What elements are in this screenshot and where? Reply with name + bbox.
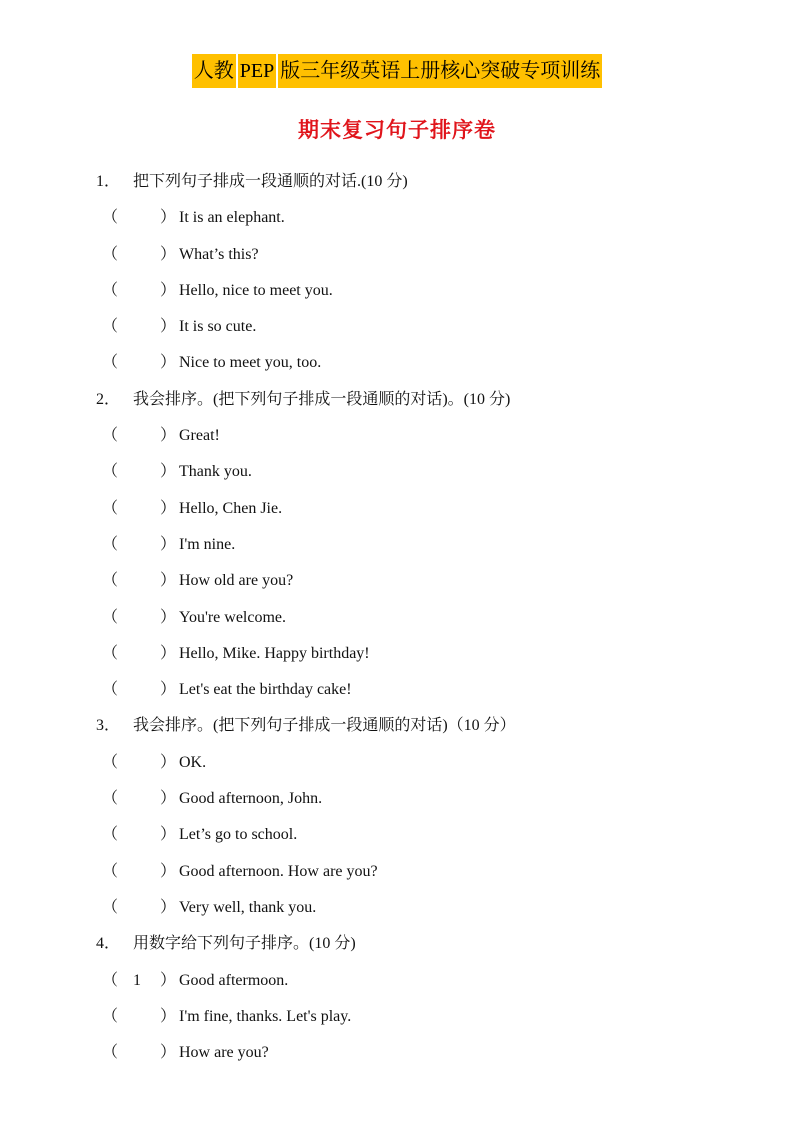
sentence-text: Great! (179, 427, 220, 445)
title-part: 版三年级英语上册核心突破专项训练 (278, 54, 602, 88)
close-bracket: ） (160, 245, 177, 263)
close-bracket: ） (160, 790, 177, 808)
open-bracket: （ (102, 427, 119, 445)
sentence-text: Hello, nice to meet you. (179, 281, 333, 299)
open-bracket: （ (102, 753, 119, 771)
close-bracket: ） (160, 535, 177, 553)
close-bracket: ） (160, 971, 177, 989)
open-bracket: （ (102, 971, 119, 989)
open-bracket: （ (102, 862, 119, 880)
sentence-text: Hello, Chen Jie. (179, 499, 283, 517)
close-bracket: ） (160, 354, 177, 372)
open-bracket: （ (102, 681, 119, 699)
sentence-item (0, 309, 794, 345)
open-bracket: （ (102, 826, 119, 844)
question-number: 2． (96, 390, 121, 408)
sentence-text: How are you? (179, 1044, 269, 1062)
open-bracket: （ (102, 790, 119, 808)
document-title (192, 54, 602, 88)
open-bracket: （ (102, 354, 119, 372)
close-bracket: ） (160, 753, 177, 771)
title-part: PEP (238, 54, 276, 88)
open-bracket: （ (102, 644, 119, 662)
open-bracket: （ (102, 463, 119, 481)
open-bracket: （ (102, 608, 119, 626)
sentence-item (0, 418, 794, 454)
open-bracket: （ (102, 245, 119, 263)
sentence-item (0, 890, 794, 926)
close-bracket: ） (160, 427, 177, 445)
sentence-text: You're welcome. (179, 608, 287, 626)
open-bracket: （ (102, 209, 119, 227)
question-heading (0, 164, 794, 200)
sentence-item (0, 237, 794, 273)
close-bracket: ） (160, 463, 177, 481)
question-number: 4． (96, 935, 121, 953)
sentence-text: I'm fine, thanks. Let's play. (179, 1007, 352, 1025)
sentence-item (0, 563, 794, 599)
sentence-text: Thank you. (179, 463, 252, 481)
sentence-text: Nice to meet you, too. (179, 354, 322, 372)
open-bracket: （ (102, 1044, 119, 1062)
close-bracket: ） (160, 898, 177, 916)
open-bracket: （ (102, 499, 119, 517)
question-heading (0, 382, 794, 418)
sentence-item (0, 454, 794, 490)
sentence-text: It is an elephant. (179, 209, 285, 227)
sentence-item (0, 817, 794, 853)
open-bracket: （ (102, 281, 119, 299)
question-number: 1． (96, 173, 121, 190)
close-bracket: ） (160, 644, 177, 662)
close-bracket: ） (160, 572, 177, 590)
sentence-item (0, 672, 794, 708)
sentence-text: Very well, thank you. (179, 898, 317, 916)
sentence-text: How old are you? (179, 572, 294, 590)
answer-blank[interactable]: 1 (133, 971, 141, 989)
question-heading (0, 708, 794, 744)
question-number: 3． (96, 717, 121, 735)
sentence-text: I'm nine. (179, 535, 236, 553)
question-prompt: 把下列句子排成一段通顺的对话.(10 分) (133, 173, 408, 190)
open-bracket: （ (102, 318, 119, 336)
sentence-text: Let's eat the birthday cake! (179, 681, 352, 699)
question-heading (0, 926, 794, 962)
open-bracket: （ (102, 1007, 119, 1025)
close-bracket: ） (160, 862, 177, 880)
question-prompt: 用数字给下列句子排序。(10 分) (133, 935, 356, 953)
close-bracket: ） (160, 209, 177, 227)
sentence-item (0, 491, 794, 527)
sentence-item (0, 781, 794, 817)
close-bracket: ） (160, 608, 177, 626)
sentence-text: OK. (179, 753, 207, 771)
close-bracket: ） (160, 1007, 177, 1025)
sentence-item (0, 745, 794, 781)
sentence-item (0, 1035, 794, 1071)
open-bracket: （ (102, 535, 119, 553)
document-subtitle: 期末复习句子排序卷 (298, 118, 496, 142)
sentence-text: Good afternoon. How are you? (179, 862, 378, 880)
close-bracket: ） (160, 499, 177, 517)
sentence-text: Hello, Mike. Happy birthday! (179, 644, 370, 662)
close-bracket: ） (160, 826, 177, 844)
sentence-item (0, 854, 794, 890)
question-prompt: 我会排序。(把下列句子排成一段通顺的对话)（10 分） (133, 717, 516, 735)
open-bracket: （ (102, 898, 119, 916)
sentence-item (0, 963, 794, 999)
sentence-text: Good aftermoon. (179, 971, 289, 989)
close-bracket: ） (160, 681, 177, 699)
question-list (0, 164, 794, 1071)
question-prompt: 我会排序。(把下列句子排成一段通顺的对话)。(10 分) (133, 390, 511, 408)
sentence-item (0, 200, 794, 236)
sentence-item (0, 345, 794, 381)
header (0, 54, 794, 88)
sentence-item (0, 273, 794, 309)
sentence-item (0, 999, 794, 1035)
sentence-text: Let’s go to school. (179, 826, 298, 844)
title-part: 人教 (192, 54, 236, 88)
sentence-text: Good afternoon, John. (179, 790, 323, 808)
close-bracket: ） (160, 318, 177, 336)
sentence-text: What’s this? (179, 245, 259, 263)
close-bracket: ） (160, 281, 177, 299)
close-bracket: ） (160, 1044, 177, 1062)
sentence-item (0, 636, 794, 672)
sentence-item (0, 527, 794, 563)
open-bracket: （ (102, 572, 119, 590)
sentence-item (0, 600, 794, 636)
sentence-text: It is so cute. (179, 318, 257, 336)
